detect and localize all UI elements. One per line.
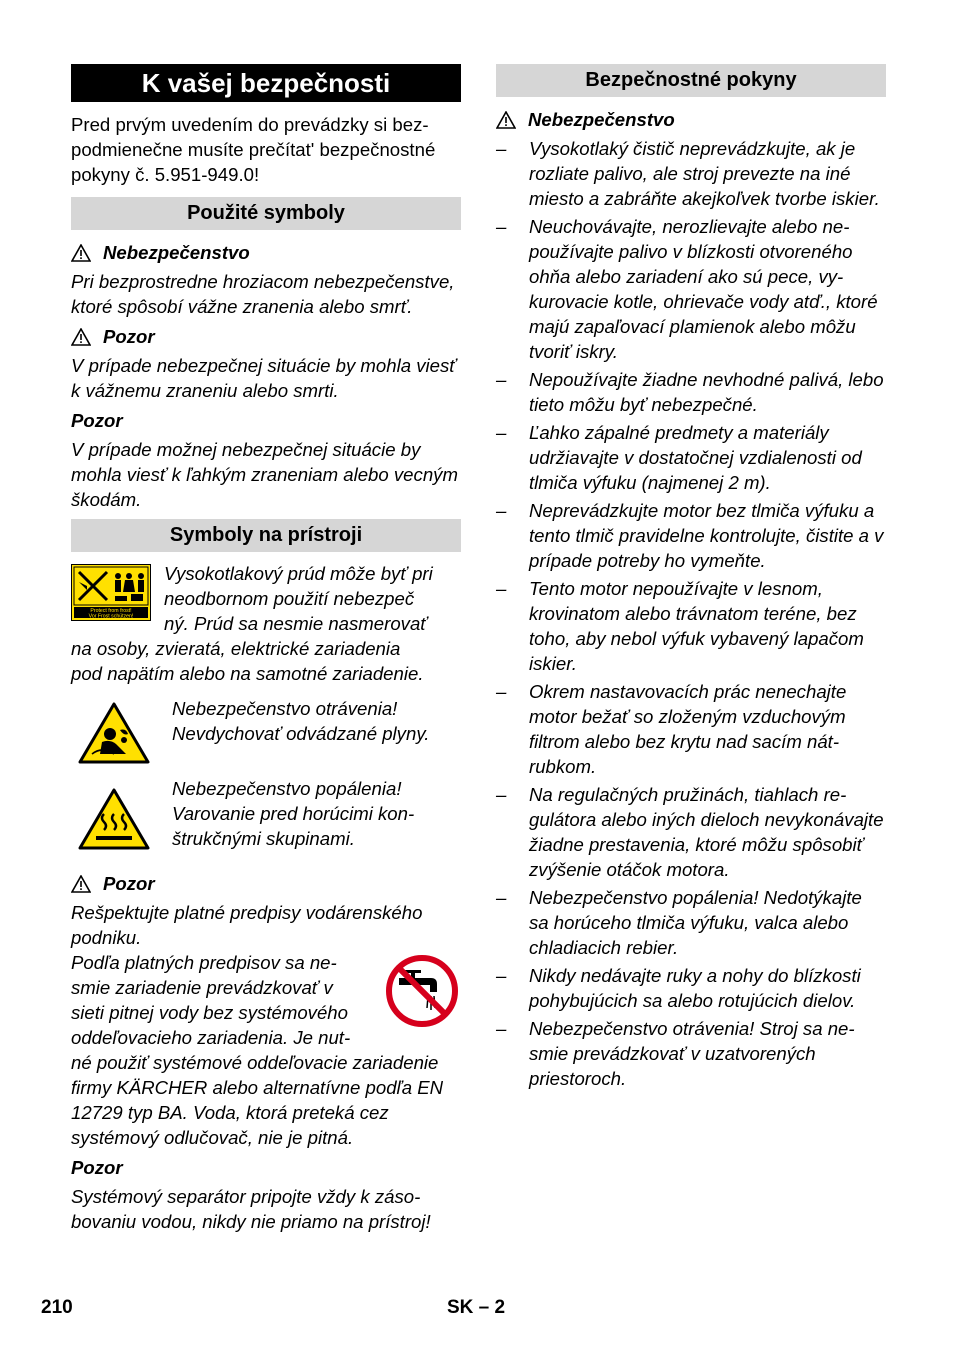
list-dash: – [496,578,507,599]
page-title: K vašej bezpečnosti [71,64,461,102]
warning-triangle-icon [496,111,516,129]
danger-label-right: Nebezpečenstvo [528,109,675,130]
list-item: – Ľahko zápalné predmety a materiály udržiavajte v dostatočnej vzdialenosti od tlmiča výfuku (najmenej 2 m). [496,422,862,493]
frost-label-line-1: Protect from frost! [90,608,132,614]
symbols-heading: Použité symboly [71,197,461,230]
list-item: – Nebezpečenstvo popálenia! Nedotýkajte sa horúceho tlmiča výfuku, valca alebo chladiacich rebier. [496,887,862,958]
list-dash: – [496,138,507,159]
list-item: – Okrem nastavovacích prác nenechajte motor bežať so zloženým vzduchovým filtrom alebo bez krytu nad sacím nátrubkom. [496,681,847,777]
hot-surface-hazard-icon [78,788,150,850]
water-text-5: oddeľovacieho zariadenia. Je nut- [71,1027,351,1048]
warning-triangle-icon [71,875,91,893]
safety-list [496,136,886,1091]
page-number: 210 [41,1297,73,1318]
intro-text: Pred prvým uvedením do prevádzky si bezpodmienečne musíte prečítat' bezpečnostné pokyny č. 5.951-949.0! [71,114,436,185]
toxic-gas-hazard-icon [78,702,150,764]
water-text-6: né použiť systémové oddeľovacie zariadenie firmy KÄRCHER alebo alternatívne podľa EN 12729 typ BA. Voda, ktorá preteká cez systémový odlučovač, nie je pitná. [71,1052,444,1148]
list-dash: – [496,422,507,443]
list-dash: – [496,216,507,237]
list-dash: – [496,1018,507,1039]
warning-header [71,324,461,349]
jet-symbol-block [71,561,461,686]
danger-header-right [496,107,886,132]
poison-text: Nebezpečenstvo otrávenia! Nevdychovať odvádzané plyny. [172,698,430,744]
list-dash: – [496,887,507,908]
right-column [496,64,886,1094]
water-text-1: Rešpektujte platné predpisy vodárenského podniku. [71,902,423,948]
list-dash: – [496,369,507,390]
no-drinking-water-connection-icon [385,954,459,1028]
jet-text-4: na osoby, zvieratá, elektrické zariadenia [71,638,401,659]
list-dash: – [496,681,507,702]
safety-instructions-heading: Bezpečnostné pokyny [496,64,886,97]
jet-text-2: neodbornom použití nebezpeč [164,588,415,609]
pozor-header [71,871,461,896]
jet-text-1: Vysokotlakový prúd môže byť pri [164,563,433,584]
list-dash: – [496,784,507,805]
water-text-2: Podľa platných predpisov sa ne- [71,952,337,973]
list-item: – Na regulačných pružinách, tiahlach regulátora alebo iných dieloch nevykonávajte žiadne prestavenia, ktoré môžu spôsobiť zvýšenie otáčok motora. [496,784,884,880]
danger-label: Nebezpečenstvo [103,242,250,263]
caution-text: V prípade možnej nebezpečnej situácie by mohla viesť k ľahkým zraneniam alebo vecným škodám. [71,439,458,510]
danger-text: Pri bezprostredne hroziacom nebezpečenstve, ktoré spôsobí vážne zranenia alebo smrť. [71,271,455,317]
list-dash: – [496,965,507,986]
jet-text-3: ný. Prúd sa nesmie nasmerovať [164,613,427,634]
high-pressure-jet-label-icon [71,564,151,621]
list-item: – Tento motor nepoužívajte v lesnom, krovinatom alebo trávnatom teréne, bez toho, aby nebol výfuk vybavený lapačom iskier. [496,578,864,674]
warning-triangle-icon [71,244,91,262]
pozor-label-2: Pozor [71,1157,123,1178]
list-item: – Nepoužívajte žiadne nevhodné palivá, lebo tieto môžu byť nebezpečné. [496,369,884,415]
water-symbol-block [71,950,461,1050]
frost-label-line-2: Vor Frost schützen! [88,613,134,620]
burn-symbol-block [71,776,461,866]
section-label: SK – 2 [447,1297,506,1318]
separator-text: Systémový separátor pripojte vždy k zásobovaniu vodou, nikdy nie priamo na prístroj! [71,1186,431,1232]
warning-text: V prípade nebezpečnej situácie by mohla viesť k vážnemu zraneniu alebo smrti. [71,355,456,401]
list-item: – Nikdy nedávajte ruky a nohy do blízkosti pohybujúcich sa alebo rotujúcich dielov. [496,965,861,1011]
poison-symbol-block [71,696,461,776]
danger-header [71,240,461,265]
list-item: – Vysokotlaký čistič neprevádzkujte, ak je rozliate palivo, ale stroj prevezte na iné miesto a zabráňte akejkoľvek tvorbe iskier. [496,138,880,209]
list-item: – Nebezpečenstvo otrávenia! Stroj sa nesmie prevádzkovať v uzatvorených priestoroch. [496,1018,855,1089]
warning-triangle-icon [71,328,91,346]
warning-label: Pozor [103,326,155,347]
water-text-4: sieti pitnej vody bez systémového [71,1002,348,1023]
pozor-label: Pozor [103,873,155,894]
list-dash: – [496,500,507,521]
water-text-3: smie zariadenie prevádzkovať v [71,977,333,998]
list-item: – Neprevádzkujte motor bez tlmiča výfuku a tento tlmič pravidelne kontrolujte, čistite a v prípade potreby ho vymeňte. [496,500,884,571]
left-column [71,64,461,1234]
device-symbols-heading: Symboly na prístroji [71,519,461,552]
jet-text-5: pod napätím alebo na samotné zariadenie. [71,663,424,684]
caution-label: Pozor [71,410,123,431]
burn-text: Nebezpečenstvo popálenia! Varovanie pred horúcimi konštrukčnými skupinami. [172,778,415,849]
list-item: – Neuchovávajte, nerozlievajte alebo nepoužívajte palivo v blízkosti otvoreného ohňa alebo zariadení ako sú pece, vykurovacie kotle, ohrievače vody atď., ktoré majú zapaľovací plamienok alebo môžu tvoriť iskry. [496,216,878,362]
